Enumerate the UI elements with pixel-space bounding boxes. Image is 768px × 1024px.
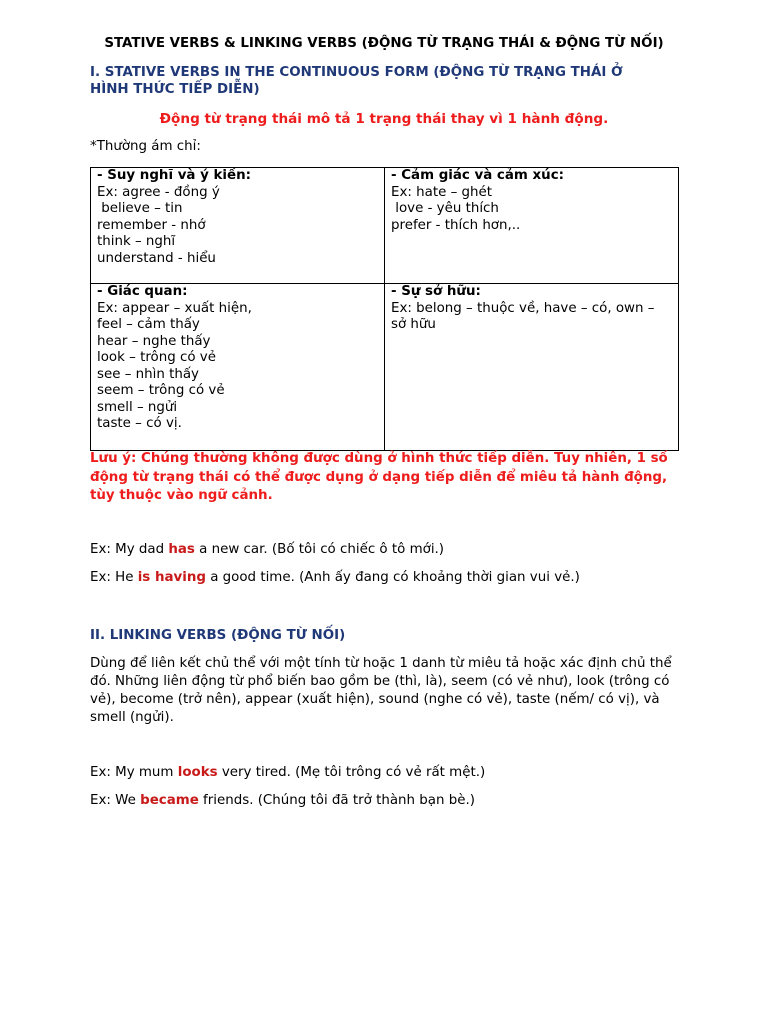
cell-line: prefer - thích hơn,.. (391, 217, 521, 233)
intro-text: *Thường ám chỉ: (90, 139, 201, 154)
cell-line: Ex: hate – ghét (391, 184, 493, 200)
cell-thinking (91, 168, 385, 284)
example-text: Ex: We (90, 793, 141, 808)
cell-line: believe – tin (97, 201, 183, 216)
example-text: Ex: He (90, 570, 138, 585)
example-highlight: became (140, 793, 199, 808)
example-highlight: is having (137, 570, 206, 585)
section2-heading: II. LINKING VERBS (ĐỘNG TỪ NỐI) (90, 628, 346, 643)
linking-verbs-paragraph: Dùng để liên kết chủ thể với một tính từ hoặc 1 danh từ miêu tả hoặc xác định chủ thể đó. Những liên động từ phổ biến bao gồm be (thì, là), seem (có vẻ như), look (trông có vẻ), become (trở nên), appear (xuất hiện), sound (nghe có vẻ), taste (nếm/ có vị), và smell (ngửi). (90, 656, 672, 725)
cell-heading: - Cảm giác và cảm xúc: (391, 168, 564, 183)
example-looks (90, 765, 485, 782)
example-is-having (90, 570, 580, 587)
cell-line: hear – nghe thấy (97, 333, 211, 349)
cell-line: taste – có vị. (97, 416, 182, 431)
example-has (90, 542, 444, 559)
section1-heading-line1: I. STATIVE VERBS IN THE CONTINUOUS FORM (ĐỘNG TỪ TRẠNG THÁI Ở (90, 65, 623, 80)
example-highlight: looks (177, 765, 218, 780)
cell-line: think – nghĩ (97, 234, 176, 249)
cell-possession (385, 284, 679, 451)
cell-heading: - Giác quan: (97, 284, 188, 299)
example-text: Ex: My mum (90, 765, 178, 780)
section1-heading-line2: HÌNH THỨC TIẾP DIỄN) (90, 82, 260, 97)
stative-verbs-table (90, 167, 679, 451)
cell-heading: - Suy nghĩ và ý kiến: (97, 168, 251, 183)
cell-line: love - yêu thích (391, 201, 499, 216)
cell-heading: - Sự sở hữu: (391, 284, 481, 299)
example-highlight: has (168, 542, 195, 557)
table-row (91, 284, 679, 451)
example-text: Ex: My dad (90, 542, 169, 557)
cell-line: Ex: agree - đồng ý (97, 184, 220, 200)
example-text: very tired. (Mẹ tôi trông có vẻ rất mệt.) (217, 765, 486, 780)
example-text: a good time. (Anh ấy đang có khoảng thời gian vui vẻ.) (205, 570, 580, 585)
cell-line: understand - hiểu (97, 250, 216, 266)
cell-senses (91, 284, 385, 451)
example-text: friends. (Chúng tôi đã trở thành bạn bè.) (198, 793, 475, 808)
section1-heading (90, 64, 680, 98)
stative-definition: Động từ trạng thái mô tả 1 trạng thái thay vì 1 hành động. (159, 111, 609, 127)
cell-line: look – trông có vẻ (97, 350, 216, 365)
cell-line: seem – trông có vẻ (97, 383, 225, 398)
cell-line: remember - nhớ (97, 217, 206, 233)
cell-line: smell – ngửi (97, 399, 178, 415)
cell-line: Ex: appear – xuất hiện, (97, 300, 252, 316)
usage-note: Lưu ý: Chúng thường không được dùng ở hình thức tiếp diễn. Tuy nhiên, 1 số động từ trạng thái có thể được dụng ở dạng tiếp diễn để miêu tả hành động, tùy thuộc vào ngữ cảnh. (90, 451, 668, 503)
cell-text: Ex: belong – thuộc về, have – có, own – sở hữu (391, 300, 655, 332)
table-row (91, 168, 679, 284)
example-text: a new car. (Bố tôi có chiếc ô tô mới.) (194, 542, 445, 557)
cell-line: feel – cảm thấy (97, 317, 200, 332)
document-title: STATIVE VERBS & LINKING VERBS (ĐỘNG TỪ TRẠNG THÁI & ĐỘNG TỪ NỐI) (104, 36, 664, 51)
cell-feelings (385, 168, 679, 284)
example-became (90, 793, 475, 810)
cell-line: see – nhìn thấy (97, 366, 199, 382)
